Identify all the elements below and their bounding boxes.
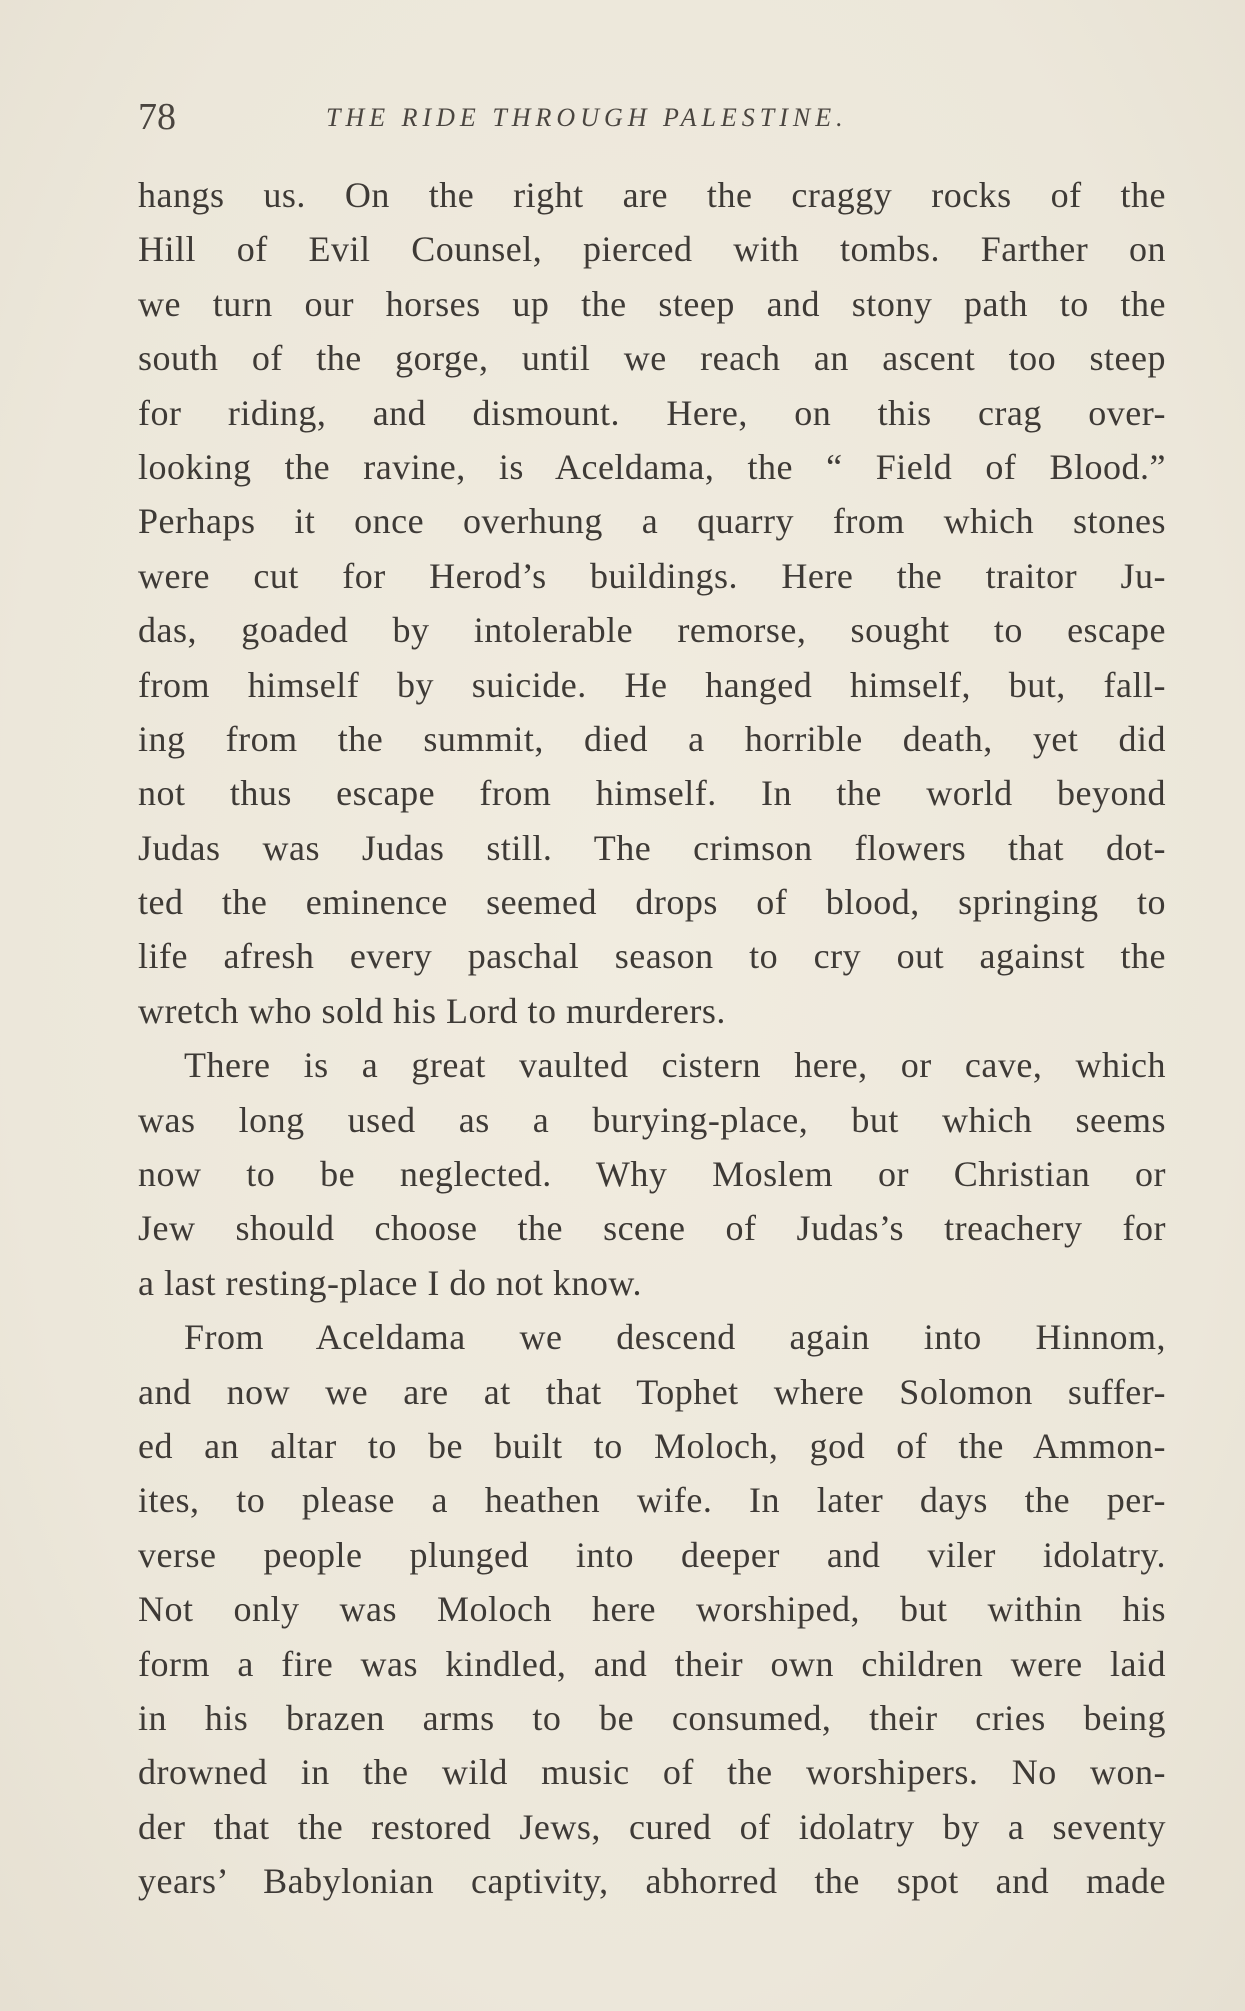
- text-line: From Aceldama we descend again into Hinnom,: [184, 1317, 1166, 1358]
- text-line: drowned in the wild music of the worshipers. No won-: [138, 1752, 1166, 1793]
- text-line: Perhaps it once overhung a quarry from which stones: [138, 501, 1166, 542]
- text-line: a last resting-place I do not know.: [138, 1262, 643, 1303]
- text-line: years’ Babylonian captivity, abhorred the spot and made: [138, 1861, 1166, 1902]
- paragraph: [138, 1038, 1166, 1310]
- page-number: 78: [138, 96, 176, 138]
- text-line: now to be neglected. Why Moslem or Christian or: [138, 1154, 1166, 1195]
- text-line: and now we are at that Tophet where Solomon suffer-: [138, 1371, 1166, 1412]
- text-line: hangs us. On the right are the craggy rocks of the: [138, 175, 1166, 215]
- text-line: looking the ravine, is Aceldama, the “ Field of Blood.”: [138, 446, 1166, 487]
- running-head: [138, 92, 1168, 142]
- text-line: for riding, and dismount. Here, on this crag over-: [138, 392, 1166, 433]
- text-line: from himself by suicide. He hanged himself, but, fall-: [138, 664, 1166, 705]
- text-line: wretch who sold his Lord to murderers.: [138, 990, 726, 1031]
- text-line: verse people plunged into deeper and viler idolatry.: [138, 1534, 1166, 1575]
- text-line: life afresh every paschal season to cry out against the: [138, 936, 1166, 977]
- running-title: THE RIDE THROUGH PALESTINE.: [326, 103, 848, 132]
- text-line: form a fire was kindled, and their own children were laid: [138, 1643, 1166, 1684]
- text-line: in his brazen arms to be consumed, their cries being: [138, 1697, 1166, 1738]
- text-line: we turn our horses up the steep and stony path to the: [138, 283, 1166, 324]
- text-line: Hill of Evil Counsel, pierced with tombs. Farther on: [138, 229, 1166, 270]
- text-line: There is a great vaulted cistern here, or cave, which: [184, 1045, 1166, 1086]
- text-line: were cut for Herod’s buildings. Here the traitor Ju-: [138, 555, 1166, 596]
- paragraph: [138, 1310, 1166, 1908]
- text-line: was long used as a burying-place, but which seems: [138, 1099, 1166, 1140]
- text-line: south of the gorge, until we reach an ascent too steep: [138, 338, 1166, 379]
- text-line: Not only was Moloch here worshiped, but within his: [138, 1589, 1166, 1630]
- text-line: der that the restored Jews, cured of idolatry by a seventy: [138, 1806, 1166, 1847]
- body-text: [138, 168, 1166, 1909]
- text-line: ing from the summit, died a horrible death, yet did: [138, 718, 1166, 759]
- text-line: Jew should choose the scene of Judas’s treachery for: [138, 1208, 1166, 1249]
- text-line: das, goaded by intolerable remorse, sought to escape: [138, 610, 1166, 651]
- text-line: Judas was Judas still. The crimson flowers that dot-: [138, 827, 1166, 868]
- text-line: ted the eminence seemed drops of blood, springing to: [138, 882, 1166, 923]
- text-line: ed an altar to be built to Moloch, god of the Ammon-: [138, 1425, 1166, 1466]
- paragraph: [138, 168, 1166, 1038]
- text-line: not thus escape from himself. In the world beyond: [138, 773, 1166, 814]
- text-line: ites, to please a heathen wife. In later days the per-: [138, 1480, 1166, 1521]
